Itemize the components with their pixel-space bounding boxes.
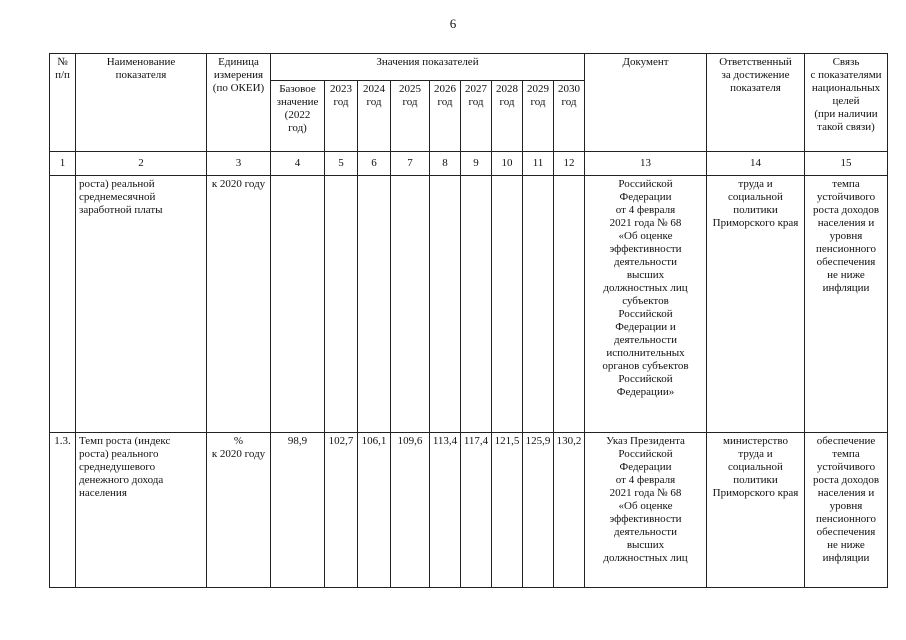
year-value: 130,2 <box>554 433 585 588</box>
column-number: 5 <box>325 152 358 176</box>
column-number: 1 <box>50 152 76 176</box>
column-number: 8 <box>430 152 461 176</box>
page-number: 6 <box>449 16 457 31</box>
header-year: 2026 год <box>430 81 461 152</box>
year-value <box>492 176 523 433</box>
column-number: 3 <box>207 152 271 176</box>
column-number: 10 <box>492 152 523 176</box>
row-num: 1.3. <box>50 433 76 588</box>
header-base: Базовое значение (2022 год) <box>271 81 325 152</box>
year-value: 102,7 <box>325 433 358 588</box>
year-value: 121,5 <box>492 433 523 588</box>
header-values-group: Значения показателей <box>271 54 585 81</box>
link-text: темпа устойчивого роста доходов населения и уровня пенсионного обеспечения не ниже инфляции <box>805 176 888 433</box>
column-number: 4 <box>271 152 325 176</box>
header-year: 2027 год <box>461 81 492 152</box>
header-responsible: Ответственный за достижение показателя <box>707 54 805 152</box>
indicator-name: роста) реальной среднемесячной заработной платы <box>76 176 207 433</box>
indicator-unit: к 2020 году <box>207 176 271 433</box>
column-number: 13 <box>585 152 707 176</box>
table-row <box>50 433 888 588</box>
column-numbers-row <box>50 152 888 176</box>
base-value <box>271 176 325 433</box>
header-year: 2028 год <box>492 81 523 152</box>
year-value <box>523 176 554 433</box>
header-document: Документ <box>585 54 707 152</box>
column-number: 11 <box>523 152 554 176</box>
year-value <box>325 176 358 433</box>
header-name: Наименование показателя <box>76 54 207 152</box>
responsible-text: труда и социальной политики Приморского края <box>707 176 805 433</box>
year-value: 113,4 <box>430 433 461 588</box>
year-value: 125,9 <box>523 433 554 588</box>
document-text: Указ Президента Российской Федерации от 4 февраля 2021 года № 68 «Об оценке эффективности деятельности высших должностных лиц <box>585 433 707 588</box>
header-unit: Единица измерения (по ОКЕИ) <box>207 54 271 152</box>
year-value: 109,6 <box>391 433 430 588</box>
year-value: 106,1 <box>358 433 391 588</box>
responsible-text: министерство труда и социальной политики Приморского края <box>707 433 805 588</box>
document-text: Российской Федерации от 4 февраля 2021 года № 68 «Об оценке эффективности деятельности высших должностных лиц субъектов Российской Федерации и деятельности исполнительных органов субъектов Российской Федерации» <box>585 176 707 433</box>
column-number: 9 <box>461 152 492 176</box>
column-number: 2 <box>76 152 207 176</box>
header-link: Связь с показателями национальных целей (при наличии такой связи) <box>805 54 888 152</box>
year-value <box>430 176 461 433</box>
year-value <box>358 176 391 433</box>
header-year: 2029 год <box>523 81 554 152</box>
year-value: 117,4 <box>461 433 492 588</box>
header-year: 2024 год <box>358 81 391 152</box>
column-number: 14 <box>707 152 805 176</box>
header-year: 2025 год <box>391 81 430 152</box>
column-number: 7 <box>391 152 430 176</box>
row-num <box>50 176 76 433</box>
year-value <box>554 176 585 433</box>
column-number: 6 <box>358 152 391 176</box>
header-year: 2023 год <box>325 81 358 152</box>
year-value <box>461 176 492 433</box>
table-row <box>50 176 888 433</box>
base-value: 98,9 <box>271 433 325 588</box>
column-number: 15 <box>805 152 888 176</box>
header-num: № п/п <box>50 54 76 152</box>
indicators-table <box>49 53 888 588</box>
header-row-1 <box>50 54 888 81</box>
indicator-name: Темп роста (индекс роста) реального среднедушевого денежного дохода населения <box>76 433 207 588</box>
column-number: 12 <box>554 152 585 176</box>
year-value <box>391 176 430 433</box>
indicator-unit: % к 2020 году <box>207 433 271 588</box>
header-year: 2030 год <box>554 81 585 152</box>
link-text: обеспечение темпа устойчивого роста доходов населения и уровня пенсионного обеспечения не ниже инфляции <box>805 433 888 588</box>
